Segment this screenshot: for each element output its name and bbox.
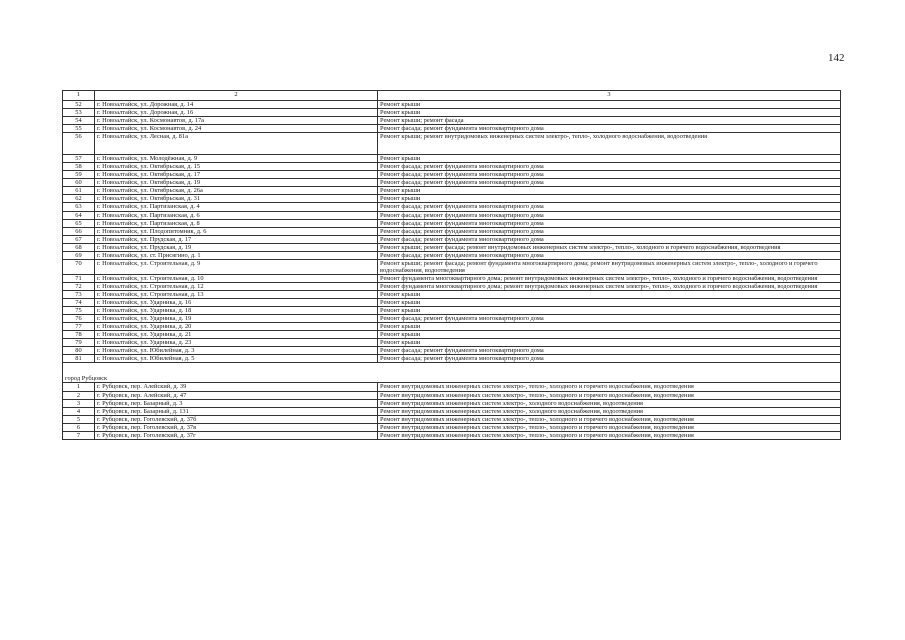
- row-number: 54: [63, 117, 95, 125]
- table-row: [63, 399, 841, 407]
- row-address: г. Новоалтайск, ул. Плодопитомник, д. 6: [95, 227, 378, 235]
- row-address: г. Рубцовск, пер. Гоголевский, д. 37г: [95, 431, 378, 439]
- row-works: Ремонт внутридомовых инженерных систем электро-, холодного водоснабжения, водоотведения: [378, 399, 841, 407]
- row-works: Ремонт крыши: [378, 155, 841, 163]
- row-works: Ремонт крыши: [378, 339, 841, 347]
- table-body: [63, 91, 841, 440]
- table-row: [63, 415, 841, 423]
- row-number: 4: [63, 407, 95, 415]
- table-row: [63, 391, 841, 399]
- table-row: [63, 299, 841, 307]
- row-works: Ремонт крыши: [378, 323, 841, 331]
- row-address: г. Новоалтайск, ул. Ударника, д. 23: [95, 339, 378, 347]
- section-row: [63, 363, 841, 383]
- table-row: [63, 290, 841, 298]
- repair-register-table: [62, 90, 841, 440]
- row-works: Ремонт фасада; ремонт фундамента многоквартирного дома: [378, 125, 841, 133]
- row-works: Ремонт крыши; ремонт фасада: [378, 117, 841, 125]
- row-works: Ремонт крыши: [378, 299, 841, 307]
- row-number: 73: [63, 290, 95, 298]
- row-address: г. Рубцовск, пер. Алейский, д. 39: [95, 383, 378, 391]
- row-works: Ремонт внутридомовых инженерных систем электро-, тепло-, холодного и горячего водоснабжения, водоотведения: [378, 431, 841, 439]
- row-number: 64: [63, 211, 95, 219]
- row-works: Ремонт фасада; ремонт фундамента многоквартирного дома: [378, 179, 841, 187]
- table-row: [63, 339, 841, 347]
- row-number: 60: [63, 179, 95, 187]
- table-row: [63, 125, 841, 133]
- row-number: 69: [63, 251, 95, 259]
- row-works: Ремонт крыши: [378, 101, 841, 109]
- row-number: 65: [63, 219, 95, 227]
- row-works: Ремонт крыши: [378, 109, 841, 117]
- table-row: [63, 203, 841, 211]
- table-row: [63, 243, 841, 251]
- row-number: 74: [63, 299, 95, 307]
- table-row: [63, 347, 841, 355]
- row-number: 79: [63, 339, 95, 347]
- table-row: [63, 331, 841, 339]
- row-address: г. Новоалтайск, ул. Юбилейная, д. 3: [95, 347, 378, 355]
- row-works: Ремонт крыши: [378, 331, 841, 339]
- row-works: Ремонт крыши: [378, 187, 841, 195]
- row-works: Ремонт фасада; ремонт фундамента многоквартирного дома: [378, 315, 841, 323]
- row-number: 72: [63, 282, 95, 290]
- row-works: Ремонт внутридомовых инженерных систем электро-, тепло-, холодного и горячего водоснабжения, водоотведения: [378, 415, 841, 423]
- table-row: [63, 171, 841, 179]
- table-row: [63, 407, 841, 415]
- header-cell-works: 3: [378, 91, 841, 101]
- row-address: г. Новоалтайск, ул. Строительная, д. 10: [95, 274, 378, 282]
- row-number: 1: [63, 383, 95, 391]
- row-number: 66: [63, 227, 95, 235]
- row-number: 6: [63, 423, 95, 431]
- row-works: Ремонт фасада; ремонт фундамента многоквартирного дома: [378, 347, 841, 355]
- header-cell-number: 1: [63, 91, 95, 101]
- row-address: г. Рубцовск, пер. Базарный, д. 3: [95, 399, 378, 407]
- table-row: [63, 179, 841, 187]
- row-number: 63: [63, 203, 95, 211]
- row-address: г. Новоалтайск, ул. Ударника, д. 21: [95, 331, 378, 339]
- row-number: 70: [63, 259, 95, 274]
- row-number: 55: [63, 125, 95, 133]
- row-works: Ремонт фундамента многоквартирного дома; ремонт внутридомовых инженерных систем электро-, тепло-, холодного и горячего водоснабжения, водоотведения: [378, 274, 841, 282]
- row-number: 2: [63, 391, 95, 399]
- row-number: 56: [63, 133, 95, 155]
- page-number: 142: [828, 52, 845, 64]
- section-title: город Рубцовск: [63, 363, 841, 383]
- table-row: [63, 133, 841, 155]
- row-works: Ремонт крыши; ремонт внутридомовых инженерных систем электро-, тепло-, холодного водоснабжения, водоотведения: [378, 133, 841, 155]
- table-row: [63, 195, 841, 203]
- row-number: 58: [63, 163, 95, 171]
- row-address: г. Новоалтайск, ул. Прудская, д. 17: [95, 235, 378, 243]
- row-works: Ремонт фасада; ремонт фундамента многоквартирного дома: [378, 203, 841, 211]
- row-number: 52: [63, 101, 95, 109]
- row-number: 67: [63, 235, 95, 243]
- row-works: Ремонт фасада; ремонт фундамента многоквартирного дома: [378, 171, 841, 179]
- row-address: г. Новоалтайск, ул. Прудская, д. 19: [95, 243, 378, 251]
- table-row: [63, 187, 841, 195]
- row-address: г. Новоалтайск, ул. Ударника, д. 16: [95, 299, 378, 307]
- row-number: 77: [63, 323, 95, 331]
- row-number: 59: [63, 171, 95, 179]
- row-address: г. Новоалтайск, ул. Октябрьская, д. 15: [95, 163, 378, 171]
- row-address: г. Новоалтайск, ул. Космонавтов, д. 24: [95, 125, 378, 133]
- row-works: Ремонт фасада; ремонт фундамента многоквартирного дома: [378, 219, 841, 227]
- table-row: [63, 431, 841, 439]
- table-row: [63, 383, 841, 391]
- row-works: Ремонт фасада; ремонт фундамента многоквартирного дома: [378, 235, 841, 243]
- row-number: 53: [63, 109, 95, 117]
- table-row: [63, 259, 841, 274]
- table-row: [63, 235, 841, 243]
- row-works: Ремонт крыши: [378, 195, 841, 203]
- table-row: [63, 227, 841, 235]
- row-works: Ремонт фасада; ремонт фундамента многоквартирного дома: [378, 163, 841, 171]
- row-address: г. Новоалтайск, ул. Ударника, д. 20: [95, 323, 378, 331]
- row-address: г. Новоалтайск, ул. Ударника, д. 18: [95, 307, 378, 315]
- table-row: [63, 423, 841, 431]
- row-number: 76: [63, 315, 95, 323]
- row-number: 78: [63, 331, 95, 339]
- table-row: [63, 155, 841, 163]
- row-number: 3: [63, 399, 95, 407]
- row-address: г. Рубцовск, пер. Алейский, д. 47: [95, 391, 378, 399]
- row-number: 71: [63, 274, 95, 282]
- row-works: Ремонт фасада; ремонт фундамента многоквартирного дома: [378, 211, 841, 219]
- row-address: г. Рубцовск, пер. Гоголевский, д. 37б: [95, 415, 378, 423]
- row-address: г. Новоалтайск, ул. Лесная, д. 81а: [95, 133, 378, 155]
- table-row: [63, 101, 841, 109]
- row-address: г. Новоалтайск, ул. Строительная, д. 12: [95, 282, 378, 290]
- table-row: [63, 355, 841, 363]
- table-row: [63, 251, 841, 259]
- row-works: Ремонт фундамента многоквартирного дома; ремонт внутридомовых инженерных систем электро-, тепло-, холодного и горячего водоснабжения, водоотведения: [378, 282, 841, 290]
- row-works: Ремонт крыши; ремонт фасада; ремонт фундамента многоквартирного дома; ремонт внутридомовых инженерных систем электро-, тепло-, холодного и горячего водоснабжения, водоотведения: [378, 259, 841, 274]
- row-works: Ремонт крыши: [378, 307, 841, 315]
- table-row: [63, 163, 841, 171]
- row-number: 80: [63, 347, 95, 355]
- row-works: Ремонт внутридомовых инженерных систем электро-, тепло-, холодного и горячего водоснабжения, водоотведения: [378, 391, 841, 399]
- row-address: г. Новоалтайск, ул. Строительная, д. 9: [95, 259, 378, 274]
- row-address: г. Новоалтайск, ул. Октябрьская, д. 26а: [95, 187, 378, 195]
- row-address: г. Новоалтайск, ул. Молодёжная, д. 9: [95, 155, 378, 163]
- row-address: г. Новоалтайск, ул. Строительная, д. 13: [95, 290, 378, 298]
- header-cell-address: 2: [95, 91, 378, 101]
- table-row: [63, 117, 841, 125]
- row-number: 81: [63, 355, 95, 363]
- row-works: Ремонт внутридомовых инженерных систем электро-, тепло-, холодного и горячего водоснабжения, водоотведения: [378, 423, 841, 431]
- row-address: г. Новоалтайск, ул. Октябрьская, д. 19: [95, 179, 378, 187]
- row-address: г. Рубцовск, пер. Гоголевский, д. 37в: [95, 423, 378, 431]
- row-address: г. Новоалтайск, ул. Дорожная, д. 16: [95, 109, 378, 117]
- table-row: [63, 109, 841, 117]
- table-row: [63, 307, 841, 315]
- row-works: Ремонт фасада; ремонт фундамента многоквартирного дома: [378, 251, 841, 259]
- row-address: г. Рубцовск, пер. Базарный, д. 131: [95, 407, 378, 415]
- row-number: 7: [63, 431, 95, 439]
- row-number: 68: [63, 243, 95, 251]
- row-number: 57: [63, 155, 95, 163]
- row-address: г. Новоалтайск, ул. Партизанская, д. 6: [95, 211, 378, 219]
- row-address: г. Новоалтайск, ул. Октябрьская, д. 17: [95, 171, 378, 179]
- table-row: [63, 323, 841, 331]
- row-works: Ремонт внутридомовых инженерных систем электро-, тепло-, холодного и горячего водоснабжения, водоотведения: [378, 383, 841, 391]
- row-address: г. Новоалтайск, ул. Дорожная, д. 14: [95, 101, 378, 109]
- row-works: Ремонт фасада; ремонт фундамента многоквартирного дома: [378, 227, 841, 235]
- row-number: 62: [63, 195, 95, 203]
- row-address: г. Новоалтайск, ул. Юбилейная, д. 5: [95, 355, 378, 363]
- row-number: 5: [63, 415, 95, 423]
- table-row: [63, 219, 841, 227]
- row-address: г. Новоалтайск, ул. ст. Присягино, д. 1: [95, 251, 378, 259]
- row-number: 61: [63, 187, 95, 195]
- row-address: г. Новоалтайск, ул. Партизанская, д. 8: [95, 219, 378, 227]
- row-works: Ремонт фасада; ремонт фундамента многоквартирного дома: [378, 355, 841, 363]
- row-works: Ремонт крыши: [378, 290, 841, 298]
- table-row: [63, 282, 841, 290]
- table-row: [63, 211, 841, 219]
- row-address: г. Новоалтайск, ул. Октябрьская, д. 31: [95, 195, 378, 203]
- row-address: г. Новоалтайск, ул. Ударника, д. 19: [95, 315, 378, 323]
- row-works: Ремонт крыши; ремонт фасада; ремонт внутридомовых инженерных систем электро-, тепло-, холодного и горячего водоснабжения, водоотведения: [378, 243, 841, 251]
- table-row: [63, 274, 841, 282]
- row-address: г. Новоалтайск, ул. Космонавтов, д. 17а: [95, 117, 378, 125]
- row-works: Ремонт внутридомовых инженерных систем электро-, холодного водоснабжения, водоотведения: [378, 407, 841, 415]
- table-header-row: [63, 91, 841, 101]
- row-number: 75: [63, 307, 95, 315]
- table-row: [63, 315, 841, 323]
- row-address: г. Новоалтайск, ул. Партизанская, д. 4: [95, 203, 378, 211]
